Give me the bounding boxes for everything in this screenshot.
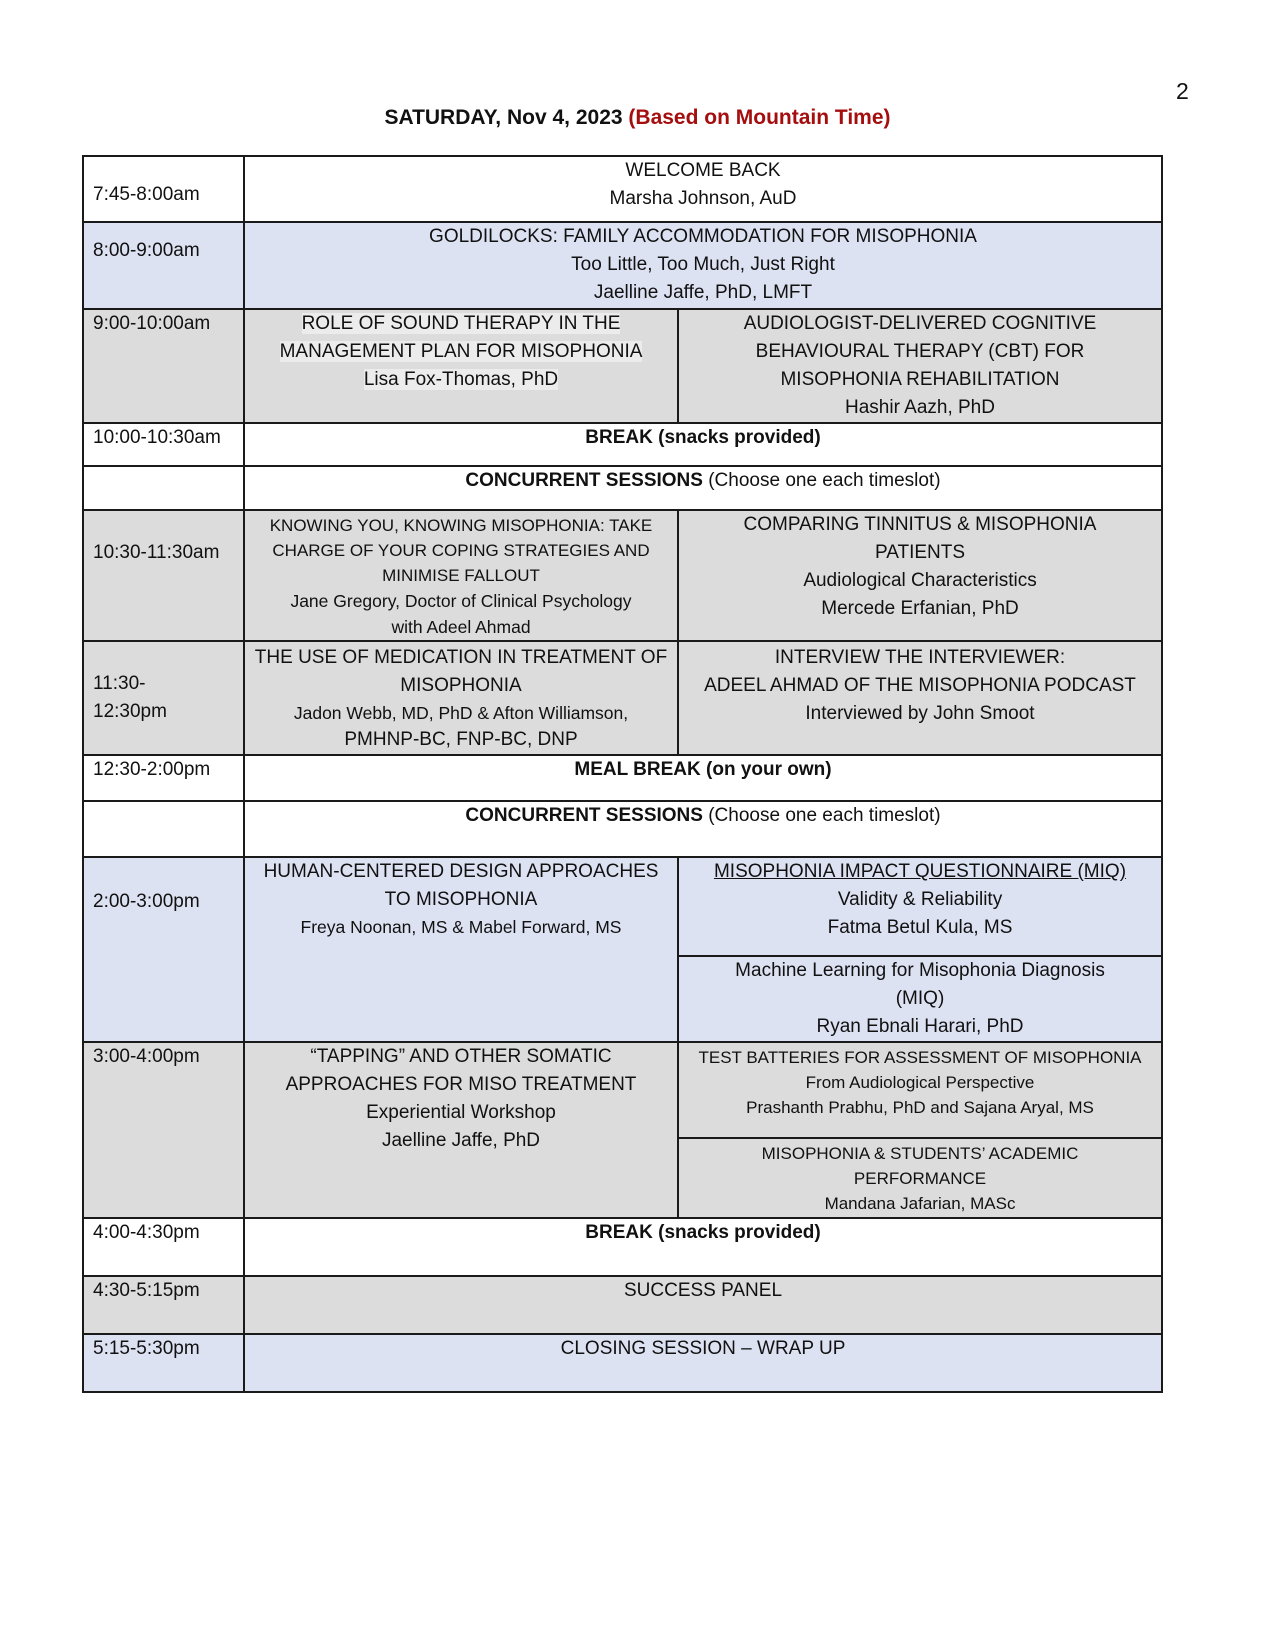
time-label: 3:00-4:00pm xyxy=(93,1046,200,1067)
time-label: 4:00-4:30pm xyxy=(93,1222,200,1243)
session-speaker: Lisa Fox-Thomas, PhD xyxy=(363,369,559,390)
time-cell xyxy=(83,1276,244,1334)
session-speaker: Ryan Ebnali Harari, PhD xyxy=(816,1016,1024,1037)
concurrent-sessions-header xyxy=(244,801,1162,857)
session-speaker: Interviewed by John Smoot xyxy=(805,703,1035,724)
session-speaker: Mandana Jafarian, MASc xyxy=(824,1194,1016,1213)
session-title: BEHAVIOURAL THERAPY (CBT) FOR xyxy=(755,341,1085,362)
schedule-row xyxy=(83,156,1162,222)
time-cell xyxy=(83,857,244,1042)
time-label: 12:30pm xyxy=(93,701,167,722)
session-speaker: Fatma Betul Kula, MS xyxy=(827,917,1013,938)
schedule-row xyxy=(83,466,1162,510)
session-speaker: Prashanth Prabhu, PhD and Sajana Aryal, MS xyxy=(746,1098,1094,1117)
session-cell xyxy=(244,222,1162,309)
schedule-row xyxy=(83,641,1162,755)
concurrent-sessions-header xyxy=(244,466,1162,510)
session-cell-right-top xyxy=(678,857,1162,956)
session-speaker: Freya Noonan, MS & Mabel Forward, MS xyxy=(300,917,622,937)
session-cell-right xyxy=(678,641,1162,755)
schedule-row xyxy=(83,1276,1162,1334)
schedule-row xyxy=(83,423,1162,466)
time-label: 9:00-10:00am xyxy=(93,313,211,334)
session-cell: CLOSING SESSION – WRAP UP xyxy=(244,1334,1162,1392)
time-cell xyxy=(83,423,244,466)
session-subtitle: From Audiological Perspective xyxy=(805,1073,1035,1092)
session-title: APPROACHES FOR MISO TREATMENT xyxy=(285,1074,637,1095)
time-cell xyxy=(83,1042,244,1218)
session-cell-left xyxy=(244,309,678,423)
session-cell-right xyxy=(678,510,1162,641)
page-title xyxy=(0,106,1275,130)
time-cell xyxy=(83,801,244,857)
session-cell-left xyxy=(244,857,678,1042)
break-cell: BREAK (snacks provided) xyxy=(244,423,1162,466)
time-cell xyxy=(83,755,244,801)
schedule-row xyxy=(83,1218,1162,1276)
time-label: 10:30-11:30am xyxy=(93,542,220,563)
time-label: 5:15-5:30pm xyxy=(93,1338,200,1359)
time-cell xyxy=(83,641,244,755)
session-title: PATIENTS xyxy=(874,542,966,563)
schedule-row xyxy=(83,755,1162,801)
concurrent-note: (Choose one each timeslot) xyxy=(702,470,941,491)
session-title: TEST BATTERIES FOR ASSESSMENT OF MISOPHONIA xyxy=(698,1048,1142,1067)
time-cell xyxy=(83,222,244,309)
session-title: WELCOME BACK xyxy=(625,160,781,181)
session-speaker: with Adeel Ahmad xyxy=(391,617,531,637)
session-speaker: Jaelline Jaffe, PhD xyxy=(381,1130,541,1151)
session-subtitle: Audiological Characteristics xyxy=(803,570,1037,591)
time-label: 4:30-5:15pm xyxy=(93,1280,200,1301)
session-subtitle: Validity & Reliability xyxy=(837,889,1003,910)
session-title: KNOWING YOU, KNOWING MISOPHONIA: TAKE xyxy=(269,516,653,535)
session-speaker: Jaelline Jaffe, PhD, LMFT xyxy=(593,282,813,303)
session-title: MISOPHONIA xyxy=(400,675,522,696)
session-title: HUMAN-CENTERED DESIGN APPROACHES xyxy=(263,861,659,882)
break-cell: BREAK (snacks provided) xyxy=(244,1218,1162,1276)
session-title: PERFORMANCE xyxy=(853,1169,987,1188)
session-title: Machine Learning for Misophonia Diagnosis xyxy=(735,960,1105,981)
schedule-row xyxy=(83,1042,1162,1138)
schedule-row xyxy=(83,510,1162,641)
time-cell xyxy=(83,510,244,641)
break-cell: MEAL BREAK (on your own) xyxy=(244,755,1162,801)
time-cell xyxy=(83,156,244,222)
time-label: 7:45-8:00am xyxy=(93,184,200,205)
time-label: 8:00-9:00am xyxy=(93,240,200,261)
session-speaker: Mercede Erfanian, PhD xyxy=(821,598,1019,619)
session-title: GOLDILOCKS: FAMILY ACCOMMODATION FOR MISOPHONIA xyxy=(429,226,977,247)
title-date: SATURDAY, Nov 4, 2023 xyxy=(384,106,623,129)
session-cell-left xyxy=(244,641,678,755)
time-label: 10:00-10:30am xyxy=(93,427,221,448)
session-title: ROLE OF SOUND THERAPY IN THE xyxy=(301,313,621,334)
schedule-row xyxy=(83,801,1162,857)
schedule-row xyxy=(83,857,1162,956)
session-speaker: PMHNP-BC, FNP-BC, DNP xyxy=(344,729,578,750)
concurrent-label: CONCURRENT SESSIONS xyxy=(465,470,703,491)
session-speaker: Hashir Aazh, PhD xyxy=(845,397,995,418)
session-title: THE USE OF MEDICATION IN TREATMENT OF xyxy=(254,647,668,668)
session-title: “TAPPING” AND OTHER SOMATIC xyxy=(310,1046,612,1067)
session-speaker: Jane Gregory, Doctor of Clinical Psychology xyxy=(290,591,632,611)
schedule-row xyxy=(83,222,1162,309)
session-title: AUDIOLOGIST-DELIVERED COGNITIVE xyxy=(743,313,1097,334)
session-cell: SUCCESS PANEL xyxy=(244,1276,1162,1334)
schedule-row xyxy=(83,1334,1162,1392)
page-number: 2 xyxy=(1176,78,1189,104)
session-title: MANAGEMENT PLAN FOR MISOPHONIA xyxy=(279,341,643,362)
session-cell-right-bottom xyxy=(678,1138,1162,1218)
session-title: COMPARING TINNITUS & MISOPHONIA xyxy=(743,514,1097,535)
session-title: MISOPHONIA IMPACT QUESTIONNAIRE (MIQ) xyxy=(713,861,1127,882)
session-cell-right xyxy=(678,309,1162,423)
concurrent-label: CONCURRENT SESSIONS xyxy=(465,805,703,826)
session-cell xyxy=(244,156,1162,222)
time-label: 11:30- xyxy=(93,673,146,694)
session-subtitle: Too Little, Too Much, Just Right xyxy=(571,254,835,275)
time-cell xyxy=(83,309,244,423)
session-title: MINIMISE FALLOUT xyxy=(382,566,540,585)
session-title: (MIQ) xyxy=(895,988,945,1009)
session-title: MISOPHONIA & STUDENTS’ ACADEMIC xyxy=(761,1144,1079,1163)
session-subtitle: Experiential Workshop xyxy=(366,1102,556,1123)
session-title: INTERVIEW THE INTERVIEWER: xyxy=(774,647,1066,668)
schedule-row xyxy=(83,309,1162,423)
session-cell-right-top xyxy=(678,1042,1162,1138)
time-cell xyxy=(83,1334,244,1392)
session-speaker: Marsha Johnson, AuD xyxy=(609,188,797,209)
schedule-table xyxy=(82,155,1163,1393)
session-title: ADEEL AHMAD OF THE MISOPHONIA PODCAST xyxy=(704,675,1136,696)
session-title: TO MISOPHONIA xyxy=(384,889,538,910)
time-cell xyxy=(83,1218,244,1276)
session-title: MISOPHONIA REHABILITATION xyxy=(780,369,1060,390)
title-timezone-note: (Based on Mountain Time) xyxy=(628,106,891,129)
session-title: CHARGE OF YOUR COPING STRATEGIES AND xyxy=(272,541,650,560)
session-speaker: Jadon Webb, MD, PhD & Afton Williamson, xyxy=(293,703,629,723)
time-cell xyxy=(83,466,244,510)
time-label: 12:30-2:00pm xyxy=(93,759,211,780)
concurrent-note: (Choose one each timeslot) xyxy=(702,805,941,826)
session-cell-left xyxy=(244,1042,678,1218)
session-cell-left xyxy=(244,510,678,641)
session-cell-right-bottom xyxy=(678,956,1162,1042)
time-label: 2:00-3:00pm xyxy=(93,891,200,912)
